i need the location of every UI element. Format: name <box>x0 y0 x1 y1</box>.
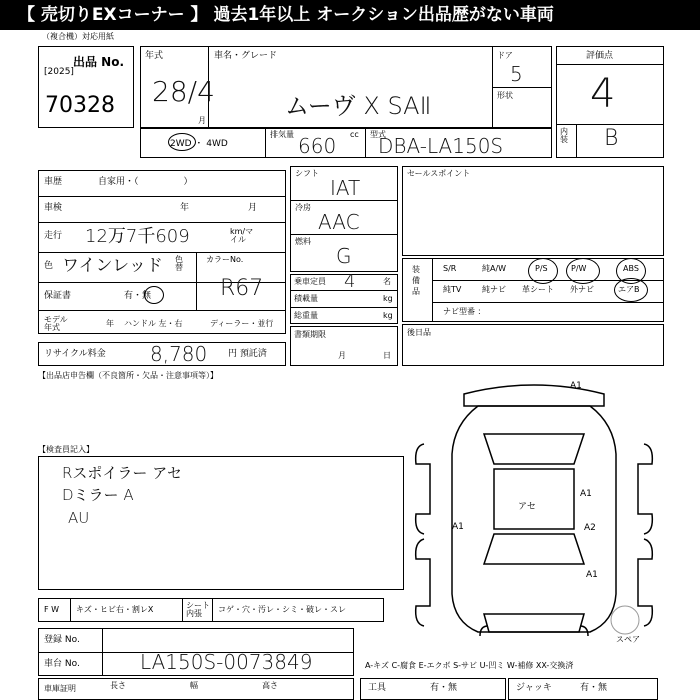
capacity-label: 乗車定員 <box>294 277 326 286</box>
history-label: 車歴 <box>44 177 63 187</box>
mileage-label: 走行 <box>44 231 63 241</box>
inspection-label: 車検 <box>44 203 63 213</box>
fw-items: キズ・ヒビ右・割レX <box>76 605 154 614</box>
windshield-shape <box>484 534 584 564</box>
fuel-label: 燃料 <box>295 237 311 246</box>
equip-leather: 革シート <box>522 285 554 294</box>
type-label: 型式 <box>370 130 386 139</box>
recycle-unit: 円 預託済 <box>228 349 267 359</box>
color-label: 色 <box>44 261 54 271</box>
warranty-label: 保証書 <box>44 291 72 301</box>
equip-ps-circle <box>528 258 558 284</box>
equip-aw: 純A/W <box>482 264 507 273</box>
interior-value: B <box>604 126 619 151</box>
mark-right-rear: A1 <box>580 489 592 499</box>
model-year-value: 28/4 <box>152 75 215 108</box>
model-row-dealer: ディーラー・並行 <box>210 319 274 328</box>
docs-day: 日 <box>383 351 391 360</box>
mark-spoiler: A1 <box>570 381 582 391</box>
car-name-label: 車名・グレード <box>214 51 278 61</box>
type-value: DBA-LA150S <box>378 134 504 158</box>
load-kg: kg <box>383 294 393 303</box>
right-front-side <box>638 539 652 626</box>
mark-roof: アセ <box>518 502 536 512</box>
color-value: ワインレッド <box>62 256 163 276</box>
equip-pw-circle <box>566 258 600 284</box>
door-label: ドア <box>497 51 513 60</box>
mileage-value: 12万7千609 <box>85 226 190 247</box>
equip-navi-model: ナビ型番 ： <box>443 307 486 316</box>
capacity-unit: 名 <box>383 277 391 286</box>
inspection-year: 年 <box>180 203 190 213</box>
inspector-label: 【検査員記入】 <box>38 445 94 454</box>
garage-cert-width: 幅 <box>190 681 198 690</box>
equip-pw: P/W <box>571 264 587 273</box>
color-no-label: カラーNo. <box>206 255 244 264</box>
cooler-label: 冷房 <box>295 203 311 212</box>
cc-unit: cc <box>350 130 359 139</box>
jack-value: 有・無 <box>580 683 608 693</box>
shape-label: 形状 <box>497 91 513 100</box>
spare-label: スペア <box>616 635 640 644</box>
car-body-outline <box>452 406 616 632</box>
fuel-value: G <box>336 244 352 268</box>
drive-label: 2WD ・ 4WD <box>170 139 228 149</box>
inspection-month: 月 <box>248 203 258 213</box>
lot-year-tag: [2025] <box>44 67 74 77</box>
color-change-label: 色替 <box>175 255 183 272</box>
rear-window-shape <box>484 434 584 464</box>
form-subheader: （複合機）対応用紙 <box>42 32 114 41</box>
recycle-label: リサイクル料金 <box>44 349 106 359</box>
docs-month: 月 <box>338 351 346 360</box>
model-year-month: 月 <box>198 116 206 125</box>
registration-label: 登録 No. <box>44 635 80 645</box>
equip-ext-navi: 外ナビ <box>570 285 594 294</box>
sales-point-block <box>402 166 664 256</box>
displacement-value: 660 <box>298 134 337 158</box>
garage-cert-label: 車庫証明 <box>44 684 76 693</box>
mark-left: A1 <box>452 522 464 532</box>
interior-label: 内装 <box>560 127 568 144</box>
fw-label: F W <box>44 605 60 614</box>
inspector-line-2: Dミラー A <box>62 486 134 504</box>
score-label: 評価点 <box>586 51 614 61</box>
load-label: 積載量 <box>294 294 318 303</box>
spare-tire-icon <box>611 606 639 634</box>
model-year-label: 年式 <box>145 51 164 61</box>
equip-ps: P/S <box>535 264 548 273</box>
gross-label: 総重量 <box>294 311 318 320</box>
seat-label: シート内張 <box>186 601 210 618</box>
color-no-value: R67 <box>220 276 264 301</box>
mark-right-front: A1 <box>586 570 598 580</box>
warranty-circle <box>144 286 164 304</box>
tools-value: 有・無 <box>430 683 458 693</box>
shift-label: シフト <box>295 169 319 178</box>
shift-value: IAT <box>330 176 361 200</box>
tools-label: 工具 <box>368 683 387 693</box>
equip-airbag-circle <box>614 278 648 302</box>
left-rear-side <box>416 444 430 534</box>
front-bumper-shape <box>484 614 584 632</box>
lot-number: 70328 <box>45 93 115 118</box>
model-row-label: モデル年式 <box>44 315 68 332</box>
warranty-value: 有・無 <box>124 291 152 301</box>
rear-spoiler-shape <box>464 385 604 406</box>
car-damage-diagram <box>404 374 664 646</box>
model-row-handle: ハンドル 左・右 <box>124 319 183 328</box>
seller-notes-label: 【出品店申告欄（不良箇所・欠品・注意事項等）】 <box>38 371 218 380</box>
equip-sr: S/R <box>443 264 457 273</box>
sales-point-label: セールスポイント <box>407 169 471 178</box>
car-name-value: ムーヴ X SAⅡ <box>285 92 432 120</box>
score-value: 4 <box>590 71 616 117</box>
jack-label: ジャッキ <box>516 683 552 693</box>
left-front-side <box>416 539 430 626</box>
capacity-value: 4 <box>344 271 356 292</box>
recycle-value: 8,780 <box>150 342 208 366</box>
chassis-value: LA150S-0073849 <box>140 650 313 674</box>
gross-kg: kg <box>383 311 393 320</box>
model-row-year: 年 <box>106 319 114 328</box>
right-rear-side <box>638 444 652 534</box>
drive-2wd-circle <box>168 133 196 151</box>
lot-box <box>38 46 134 128</box>
cooler-value: AAC <box>318 210 360 234</box>
roof-shape <box>494 469 574 529</box>
garage-cert-length: 長さ <box>110 681 126 690</box>
equipment-label: 装備品 <box>412 265 420 297</box>
garage-cert-height: 高さ <box>262 681 278 690</box>
equip-airbag: エアB <box>618 285 640 294</box>
door-value: 5 <box>510 62 523 86</box>
equip-tv: 純TV <box>443 285 462 294</box>
history-value: 自家用・（ ） <box>98 177 193 187</box>
docs-label: 書類期限 <box>294 330 326 339</box>
banner-title: 【 売切りEXコーナー 】 過去1年以上 オークション出品歴がない車両 <box>0 0 700 30</box>
seat-items: コゲ・穴・汚レ・シミ・破レ・スレ <box>218 605 346 614</box>
equip-navi: 純ナビ <box>482 285 506 294</box>
mark-right-mid: A2 <box>584 523 596 533</box>
displacement-label: 排気量 <box>270 130 294 139</box>
lot-label: 出品 No. <box>73 55 125 69</box>
equip-abs: ABS <box>623 264 639 273</box>
remarks-block <box>402 324 664 366</box>
damage-legend: A-キズ C-腐食 E-エクボ S-サビ U-凹ミ W-補修 XX-交換済 <box>365 661 574 670</box>
inspector-line-1: Rスポイラー アセ <box>62 464 183 482</box>
inspector-line-3: AU <box>68 509 90 527</box>
front-bumper-corners <box>480 626 588 636</box>
remarks-label: 後日品 <box>407 328 431 337</box>
mileage-unit: km/マイル <box>230 227 254 244</box>
chassis-label: 車台 No. <box>44 659 80 669</box>
